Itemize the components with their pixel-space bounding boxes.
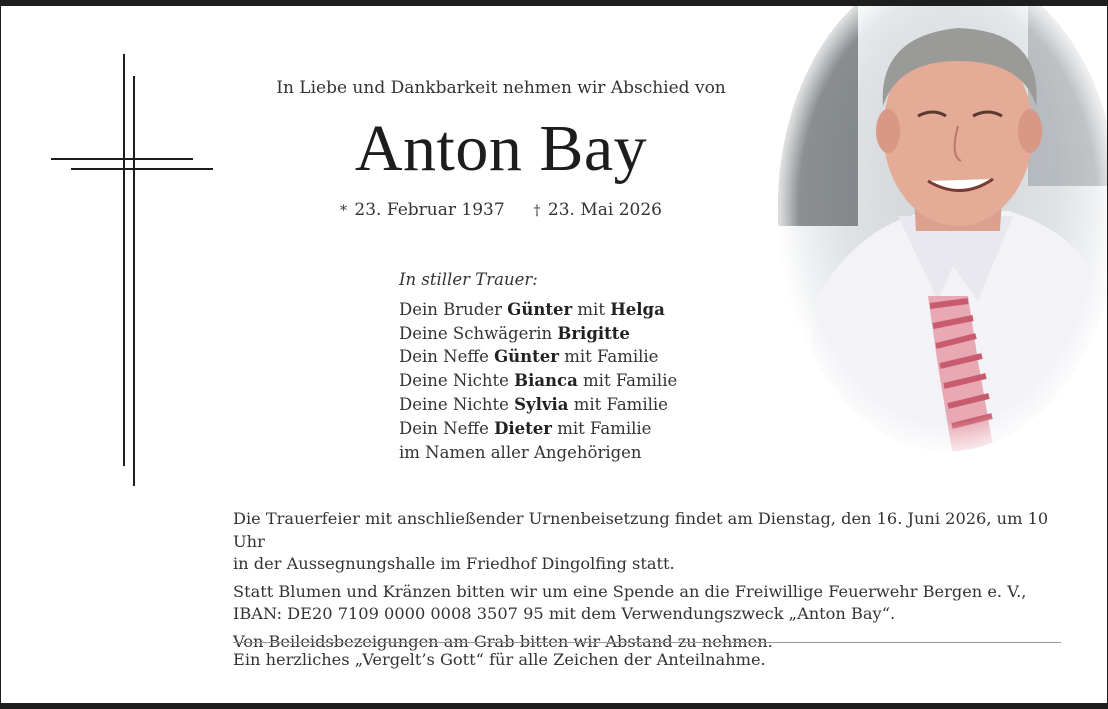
cross-icon [41,46,231,496]
service-info [233,508,1063,658]
donation-paragraph: Statt Blumen und Kränzen bitten wir um eine Spende an die Freiwillige Feuerwehr Bergen e. V., IBAN: DE20 7109 0000 0008 3507 95 mit dem Verwendungszweck „Anton Bay“. [233,581,1027,623]
life-dates [231,200,771,220]
birth-date: 23. Februar 1937 [354,200,505,220]
mourner-line: Dein Bruder Günter mit Helga [399,299,665,319]
mourner-line: Dein Neffe Günter mit Familie [399,347,659,367]
mourners-list [399,268,779,464]
mourner-line: Dein Neffe Dieter mit Familie [399,418,652,438]
mourner-line: Deine Schwägerin Brigitte [399,323,630,343]
portrait-photo [778,0,1108,451]
condolence-note: Von Beileidsbezeigungen am Grab bitten wir Abstand zu nehmen. [233,631,773,651]
divider [233,642,1061,643]
death-date: 23. Mai 2026 [547,200,662,220]
mourner-line: Deine Nichte Sylvia mit Familie [399,394,668,414]
intro-text: In Liebe und Dankbarkeit nehmen wir Abschied von [276,78,726,98]
service-paragraph: Die Trauerfeier mit anschließender Urnenbeisetzung findet am Dienstag, den 16. Juni 2026, um 10 Uhr in der Aussegnungshalle im Friedhof Dingolfing statt. [233,509,1049,573]
mourners-heading: In stiller Trauer: [399,270,538,289]
death-symbol: † [533,203,541,219]
birth-symbol: * [340,203,347,219]
deceased-name: Anton Bay [354,112,648,185]
mourner-line: Deine Nichte Bianca mit Familie [399,371,678,391]
thanks-text: Ein herzliches „Vergelt’s Gott“ für alle Zeichen der Anteilnahme. [233,650,766,669]
mourner-line: im Namen aller Angehörigen [399,442,642,462]
